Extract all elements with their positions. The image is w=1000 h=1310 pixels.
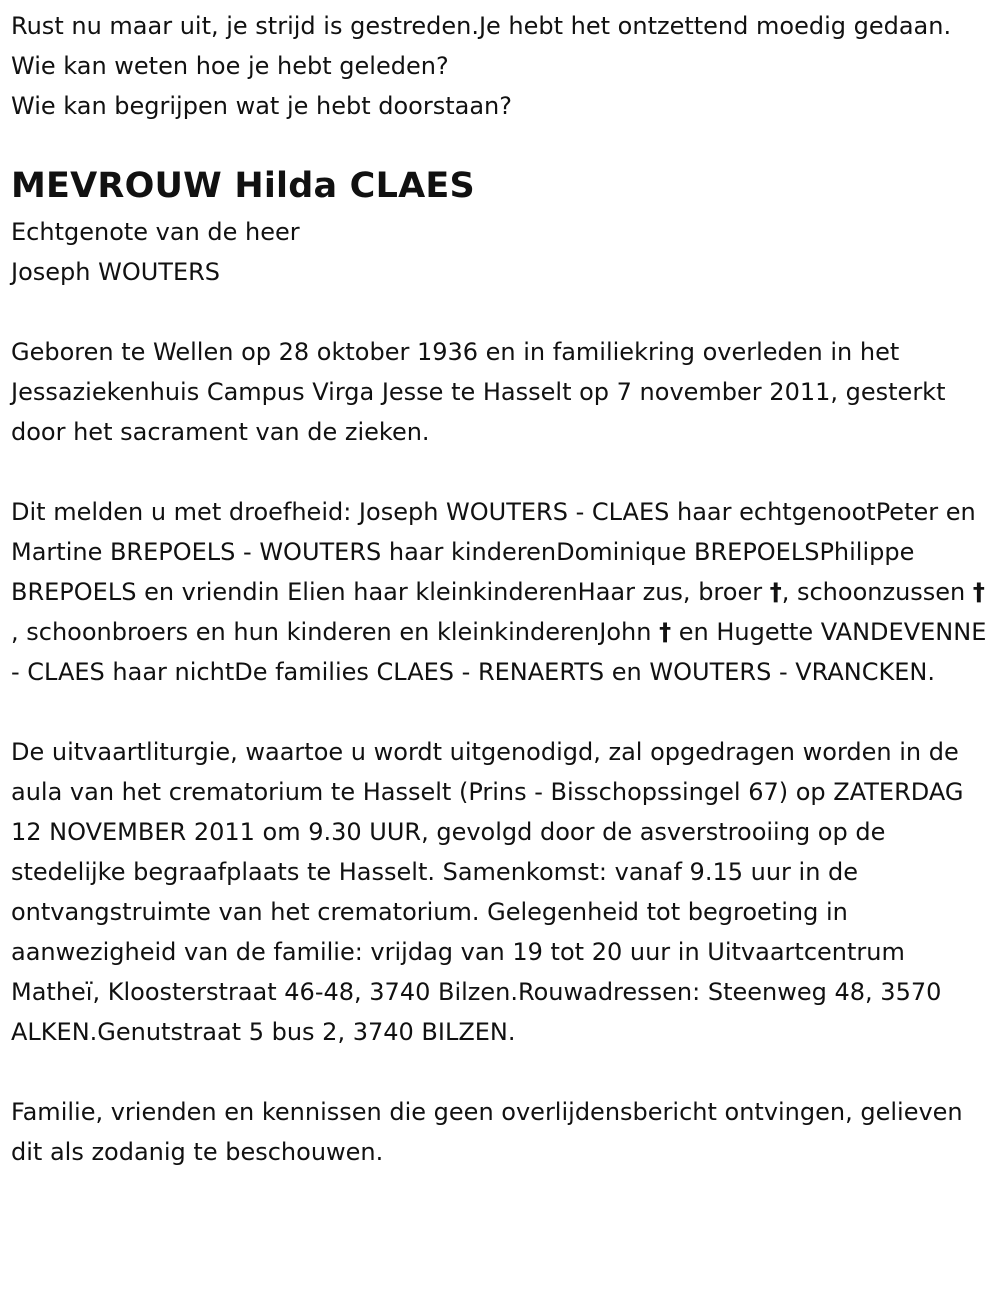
cross-icon: † bbox=[769, 578, 782, 606]
family-text-1: Dit melden u met droefheid: Joseph WOUTERS - CLAES haar echtgenootPeter en Martine BREPOELS - WOUTERS haar kinderenDominique BREPOELSPhilippe BREPOELS en vriendin Elien haar kleinkinderenHaar zus, broer bbox=[11, 498, 976, 606]
spacer bbox=[11, 1052, 990, 1092]
spacer bbox=[11, 692, 990, 732]
cross-icon: † bbox=[972, 578, 985, 606]
poem-line-3: Wie kan begrijpen wat je hebt doorstaan? bbox=[11, 92, 512, 120]
cross-icon: † bbox=[659, 618, 672, 646]
deceased-name: MEVROUW Hilda CLAES bbox=[11, 166, 475, 206]
poem bbox=[11, 6, 990, 126]
birth-death-paragraph: Geboren te Wellen op 28 oktober 1936 en in familiekring overleden in het Jessaziekenhuis Campus Virga Jesse te Hasselt op 7 november 2011, gesterkt door het sacrament van de zieken. bbox=[11, 338, 946, 446]
spouse-info bbox=[11, 212, 990, 292]
ceremony-paragraph: De uitvaartliturgie, waartoe u wordt uitgenodigd, zal opgedragen worden in de aula van het crematorium te Hasselt (Prins - Bisschopssingel 67) op ZATERDAG 12 NOVEMBER 2011 om 9.30 UUR, gevolgd door de asverstrooiing op de stedelijke begraafplaats te Hasselt. Samenkomst: vanaf 9.15 uur in de ontvangstruimte van het crematorium. Gelegenheid tot begroeting in aanwezigheid van de familie: vrijdag van 19 tot 20 uur in Uitvaartcentrum Matheï, Kloosterstraat 46-48, 3740 Bilzen.Rouwadressen: Steenweg 48, 3570 ALKEN.Genutstraat 5 bus 2, 3740 BILZEN. bbox=[11, 738, 964, 1046]
spacer bbox=[11, 292, 990, 332]
family-text-3: , schoonbroers en hun kinderen en kleinkinderenJohn bbox=[11, 618, 652, 646]
family-text-2: , schoonzussen bbox=[781, 578, 966, 606]
closing-paragraph: Familie, vrienden en kennissen die geen overlijdensbericht ontvingen, gelieven dit als zodanig te beschouwen. bbox=[11, 1098, 963, 1166]
family-text-4: en Hugette VANDEVENNE - CLAES haar nichtDe families CLAES - RENAERTS en WOUTERS - VRANCKEN. bbox=[11, 618, 987, 686]
spouse-line-2: Joseph WOUTERS bbox=[11, 258, 221, 286]
poem-line-1: Rust nu maar uit, je strijd is gestreden.Je hebt het ontzettend moedig gedaan. bbox=[11, 12, 952, 40]
family-paragraph bbox=[11, 492, 990, 692]
spouse-line-1: Echtgenote van de heer bbox=[11, 218, 300, 246]
spacer bbox=[11, 452, 990, 492]
poem-line-2: Wie kan weten hoe je hebt geleden? bbox=[11, 52, 449, 80]
